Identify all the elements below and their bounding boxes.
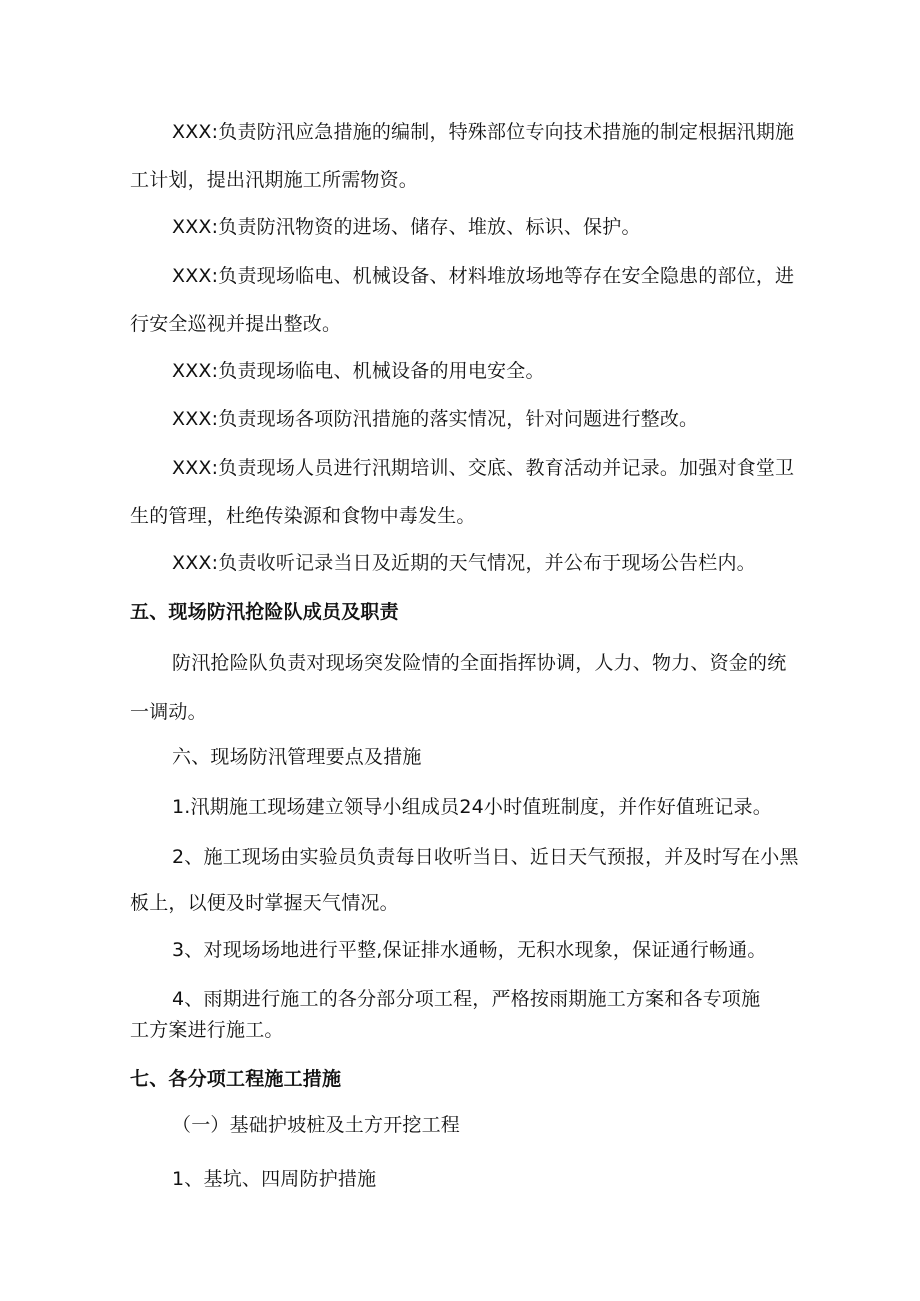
duty-paragraph-line: XXX:负责现场临电、机械设备、材料堆放场地等存在安全隐患的部位，进 xyxy=(172,265,795,287)
list-item: 板上，以便及时掌握天气情况。 xyxy=(130,892,399,914)
list-item: 工方案进行施工。 xyxy=(130,1019,284,1041)
list-item: 1、基坑、四周防护措施 xyxy=(172,1168,377,1190)
list-item: 3、对现场场地进行平整,保证排水通畅，无积水现象，保证通行畅通。 xyxy=(172,939,767,961)
body-paragraph-line: 一调动。 xyxy=(130,701,207,723)
duty-paragraph-line: XXX:负责防汛应急措施的编制，特殊部位专向技术措施的制定根据汛期施 xyxy=(172,121,795,143)
duty-paragraph-line: XXX:负责现场人员进行汛期培训、交底、教育活动并记录。加强对食堂卫 xyxy=(172,457,795,479)
subsection-heading: （一）基础护坡桩及土方开挖工程 xyxy=(172,1114,461,1136)
list-item: 1.汛期施工现场建立领导小组成员24小时值班制度，并作好值班记录。 xyxy=(172,796,772,818)
section-heading: 五、现场防汛抢险队成员及职责 xyxy=(130,601,399,623)
list-item: 2、施工现场由实验员负责每日收听当日、近日天气预报，并及时写在小黑 xyxy=(172,846,799,868)
duty-paragraph-line: XXX:负责收听记录当日及近期的天气情况，并公布于现场公告栏内。 xyxy=(172,552,756,574)
duty-paragraph-line: 生的管理，杜绝传染源和食物中毒发生。 xyxy=(130,505,476,527)
section-heading: 七、各分项工程施工措施 xyxy=(130,1068,342,1090)
duty-paragraph-line: 工计划，提出汛期施工所需物资。 xyxy=(130,169,419,191)
duty-paragraph-line: XXX:负责现场临电、机械设备的用电安全。 xyxy=(172,360,545,382)
section-heading: 六、现场防汛管理要点及措施 xyxy=(172,746,422,768)
list-item: 4、雨期进行施工的各分部分项工程，严格按雨期施工方案和各专项施 xyxy=(172,988,761,1010)
body-paragraph-line: 防汛抢险队负责对现场突发险情的全面指挥协调，人力、物力、资金的统 xyxy=(172,652,787,674)
duty-paragraph-line: XXX:负责现场各项防汛措施的落实情况，针对问题进行整改。 xyxy=(172,408,699,430)
duty-paragraph-line: XXX:负责防汛物资的进场、储存、堆放、标识、保护。 xyxy=(172,216,641,238)
duty-paragraph-line: 行安全巡视并提出整改。 xyxy=(130,313,342,335)
